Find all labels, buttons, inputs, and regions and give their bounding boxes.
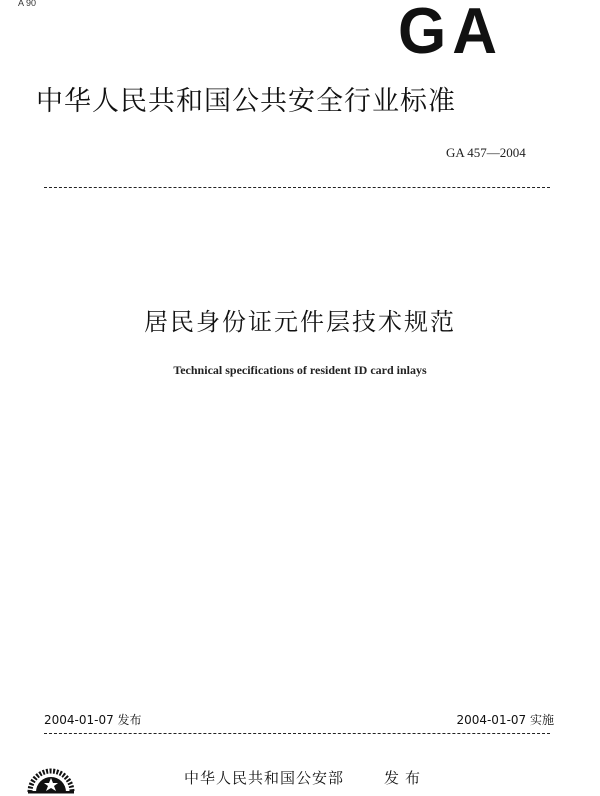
classification-codes <box>18 0 36 8</box>
publisher-name: 中华人民共和国公安部 <box>184 769 345 787</box>
document-title-english: Technical specifications of resident ID card inlays <box>173 363 427 377</box>
ccs-code: A 90 <box>18 0 37 8</box>
standard-number: GA 457—2004 <box>446 145 526 160</box>
implementation-date: 2004-01-07 实施 <box>456 713 554 727</box>
document-title-chinese: 居民身份证元件层技术规范 <box>144 308 456 336</box>
header-divider <box>44 187 550 188</box>
publish-action: 发布 <box>384 769 427 787</box>
issue-date: 2004-01-07 发布 <box>44 713 142 727</box>
ga-logo: GA <box>398 0 503 68</box>
publisher-emblem-icon <box>24 752 78 794</box>
footer-divider <box>44 733 550 734</box>
standard-category-title: 中华人民共和国公共安全行业标准 <box>36 86 456 117</box>
